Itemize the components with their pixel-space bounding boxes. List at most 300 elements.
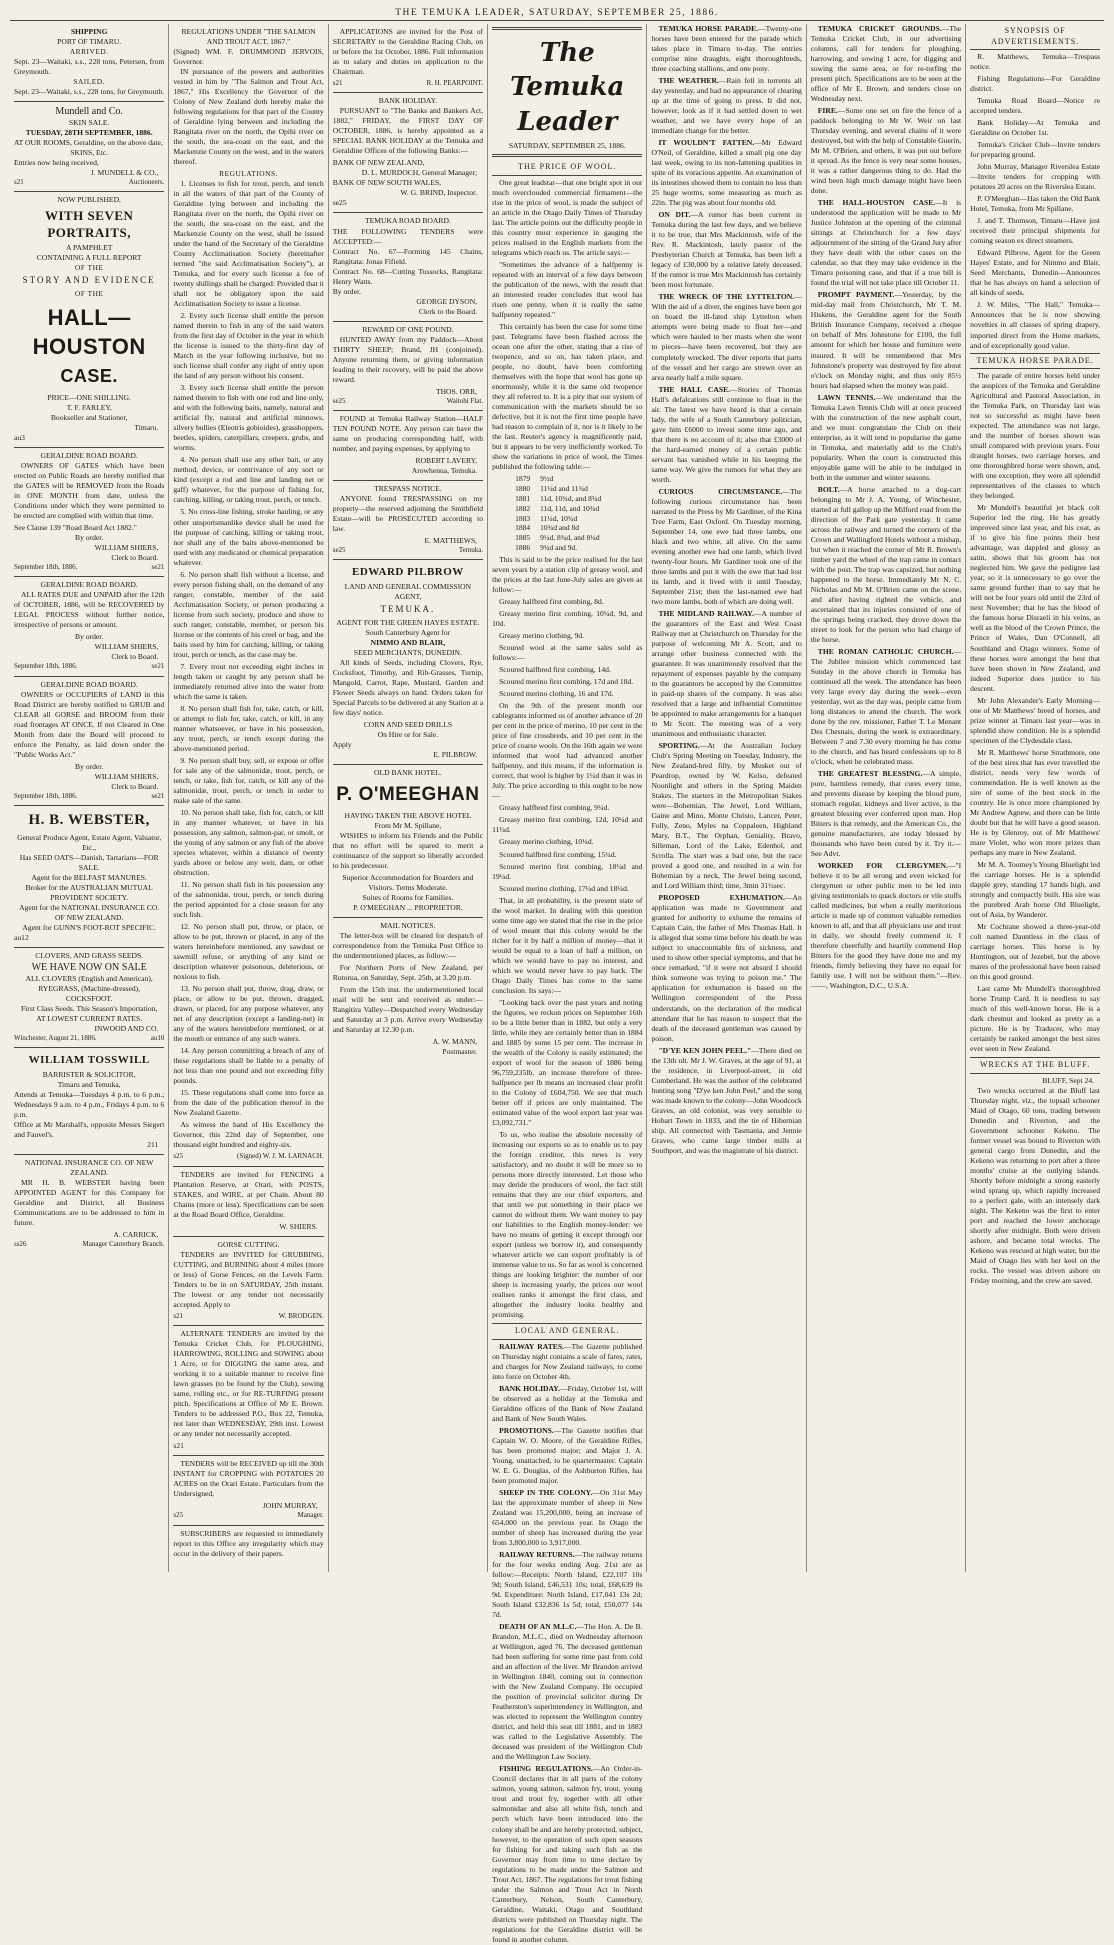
clovers-body1: WE HAVE NOW ON SALE	[31, 961, 147, 973]
salmon-reg: 3. Every such license shall entitle the person named therein to fish with one rod and line only, and with the following baits, namely, natural and artificial fly, natural and artificial minnows, silvery bullies (Eleotris gobioides), grasshoppers, beetles, spiders, caterpillars, creepers, grubs, and worms.	[173, 383, 324, 453]
news-item-title: PROPOSED EXHUMATION.	[658, 893, 785, 903]
salmon-reg: 5. No cross-line fishing, stroke hauling, or any other unsportsmanlike device shall be used for the purpose of catching, killing or taking trout, nor shall any of the baits above-mentioned be used with any medicated or chemical preparation whatever.	[173, 507, 324, 567]
holiday-bank1-sig: D. L. MURDOCH, General Manager;	[361, 168, 478, 178]
news-item-body: —There died on the 13th ult. Mr J. W. Graves, at the age of 91, at the residence, in Liverpool-street, in old Cumberland. He was the author of the celebrated hunting song "D'ye ken John Peel," and the song was made known to the colony—John Woodcock Graves, an old colonist, was very sensible to Hobart Town in 1833, and the tie of Hibernian ship. All connected with Tasmania, and Jennie Graves, who came large timber mills at Southport, and was the magistrate of his district.	[651, 1045, 802, 1155]
news-item-title: TEMUKA HORSE PARADE.	[658, 24, 759, 33]
salmon-heading: REGULATIONS UNDER "THE SALMON AND TROUT ACT, 1867."	[181, 27, 316, 47]
gates-body: OWNERS OF GATES which have been erected on Public Roads are hereby notified that the GATES will be REMOVED from the Roads in ONE MONTH from date, unless the Conditions under which they were permitted to be erected are complied with within that time.	[14, 460, 165, 520]
parade-para: Last came Mr Mundell's thoroughbred horse Trump Card. It is needless to say much of this well-known horse. He is a dark chestnut and looked as pretty as a picture. He is by Traducer, who may certainly be ranked amongst the best sires ever seen in New Zealand.	[970, 984, 1101, 1054]
wool-p20: "Looking back over the past years and noting the figures, we reckon prices on September 16th to be a little better than in 1882, but only a very little, while they are certainly better than in 1884 and 1885 by some 15 per cent. The increase in the wealth of the Colony is easily estimated; the export of wool for the season of 1886 being 96,759,235lb, an increase therefore of three-halfpence per lb means an increased clear profit to the Colony of £604,750. We see that much better off if prices are only maintained. The estimated value of the wool export last year was £3,092,731."	[492, 997, 643, 1127]
webster-agent1: Agent for the BELFAST MANURES.	[31, 872, 147, 882]
news-item	[811, 106, 961, 196]
news-item	[651, 609, 801, 739]
salmon-sub: REGULATIONS.	[219, 169, 278, 179]
gorse-code: se21	[151, 791, 165, 800]
clovers-code: au10	[150, 1034, 165, 1043]
salmon-reg: 9. No person shall buy, sell, or expose or offer for sale any of the salmonidæ, trout, perch, or tench, or take, fish for, catch, or kill any of the salmonidæ, trout, perch, or tench in order to make sale of the same.	[173, 755, 324, 805]
parade-para: The parade of entire horses held under the auspices of the Temuka and Geraldine Agricultural and Pastoral Association, in the Temuka Park, on Thursday last was not so successful as might have been expected. The attendance was not large, and the number of horses shown was small compared with previous years. Four draught horses, two carriage horses, and one thoroughbred horse were shown, and, with one exception, they were all splendid representatives of the classes to which they belonged.	[970, 371, 1101, 501]
pamphlet-code: au3	[14, 432, 25, 442]
news-item-body: —We understand that the Temuka Lawn Tennis Club will at once proceed with the construction of the new asphalt court, and we must congratulate the Club on their enterprise, as it will tend to popularise the game in Temuka, and materially add to the Club's popularity. When the court is constructed this enjoyable game will be able to be indulged in both in the summer and winter seasons.	[810, 392, 962, 482]
parade-para: Mr R. Matthews' horse Strathmore, one of the best sires that has ever travelled the district, needs very few words of commendation. He is well known as the sire of some of the best stock in the country. He is once more championed by Mr Andrew Agnew, and there can be little doubt but that he will have a good season. He is by Glenroy, out of Mr Matthews' mare Violet, who won more prizes than perhaps any mare in New Zealand.	[970, 747, 1101, 857]
pilbrow-name: EDWARD PILBROW	[351, 566, 464, 579]
local-item-body: —The railway returns for the four weeks ending Aug. 21st are as follow:—Receipts: North Island, £22,107 10s 9d; South Island, £46,531 10s; total, £68,639 0s 9d. Expenditure: North Island, £17,041 13s 2d; South Island £32,836 1s 5d; total, £50,077 14s 7d.	[492, 1550, 643, 1620]
webster-name: H. B. WEBSTER,	[28, 811, 150, 828]
wool-p1: One great leadstar—that one bright spot in our much overclouded commercial firmament—the rise in the price of wool, is made the subject of an article in the Otago Daily Times of Thursday last. The article points out the difficulty people in this country must experience in gauging the prices realised in the English markets from the telegrams which reach us. The article says:—	[492, 177, 643, 257]
column-1	[10, 24, 169, 1572]
local-item-body: —On 31st May last the approximate number of sheep in New Zealand was 15,200,000, being an increase of 654,000 on the previous year. In Otago the number of sheep has increased during the year from 3,800,000 to 3,917,000.	[492, 1487, 643, 1548]
news-item-title: TEMUKA CRICKET GROUNDS.	[817, 24, 942, 33]
gorsecut-heading: GORSE CUTTING.	[217, 1239, 280, 1249]
hotel-line1: HAVING TAKEN THE ABOVE HOTEL	[344, 811, 472, 821]
wool-p21: To us, who realise the absolute necessity of increasing our exports so as to enable us to pay the foreign creditor, this news is very satisfactory, and no doubt it will be more so to persons more directly interested. Let those who may deride the producers of wool, the fact still remains that they are our chief exporters, and that until we put something in their place we cannot do without them. We want money to pay our liabilities to the English money-lender: we have no means of getting it except through our export (unless we borrow it), and consequently whatever article we can export profitably is of immense value to us. So far as wool is concerned things are looking brighter: the number of our sheep is increasing yearly, the prices our wool realises ranks it amongst the first class, and altogether the industry looks healthy and promising.	[492, 1129, 643, 1320]
news-item-title: BOLT.	[817, 484, 840, 494]
salmon-reg: 14. Any person committing a breach of any of these regulations shall be liable to a penalty of not less than one pound and not exceeding fifty pounds.	[173, 1046, 324, 1086]
racing-sig: R. H. PEARPOINT.	[426, 79, 484, 88]
mundell-date: TUESDAY, 28TH SEPTEMBER, 1886.	[25, 127, 153, 137]
salmon-reg: 4. No person shall use any other bait, or any method, device, or contrivance of any sort or kind (except a rod and line and landing net or gaff) whatever, for the purpose of fishing for, catching, killing, or taking trout, perch, or tench.	[173, 455, 324, 505]
paper-date: SATURDAY, SEPTEMBER 25, 1886.	[508, 140, 626, 150]
news-item-title: THE HALL CASE.	[658, 384, 731, 394]
fencing-sig: W. SHIERS.	[279, 1221, 318, 1231]
salmon-regulations	[173, 24, 323, 1167]
gates-code: se21	[151, 562, 165, 571]
pamphlet-case: CASE.	[60, 365, 118, 386]
temuka-rb-c1: Contract No. 67—Forming 145 Chains, Rangitata: Jonas Fifield.	[332, 246, 484, 266]
wool-p16: Scoured halfbred first combing, 15¼d.	[499, 849, 617, 859]
gorse-notice	[14, 677, 164, 806]
hotel-body: WISHES to inform his Friends and the Public that no effort will be spared to merit a continuance of the support so liberally accorded to his predecessor.	[332, 831, 484, 871]
potatoes-role: Manager.	[297, 1511, 324, 1520]
news-item-title: THE ROMAN CATHOLIC CHURCH.	[817, 646, 954, 656]
local-item-body: —The Hon. A. De B. Brandon, M.L.C., died on Wednesday afternoon at Wellington, aged 76. The deceased gentleman had been suffering for some time past from cold and an affection of the liver. Mr Brandon arrived in Wellington 1840, coming out in connection with the New Zealand Company. He occupied the position of provincial solicitor during Dr Featherston's superintendency in Wellington, and was elected to represent the Wellington country district, and held this seat till 1881, and in 1883 was called to the Legislative Assembly. The deceased was president of the Wellington Club and the Wellington Law Society.	[492, 1622, 643, 1762]
wool-p3: This certainly has been the case for some time past. Telegrams have been flashed across the ocean one after the other, stating that a rise of twopence, and so on, has taken place, and people, no doubt, have been comforting themselves with the hope that wool has gone up enormously, while it is the same old twopence they all referred to. It is a pity that our system of communication with the markets should be so defective, but it is not the first time people have had reason to complain of it, nor is it likely to be the last. Reuter's agency is magnificently paid, but it appears to be very inefficiently worked. To show the variations in price of wool, the Times published the following table:—	[492, 321, 643, 471]
reward-sig: THOS. ORR,	[435, 386, 478, 396]
wool-p5: Greasy halfbred first combing, 8d.	[499, 597, 604, 607]
local-item-title: DEATH OF AN M.L.C.	[499, 1622, 577, 1632]
pilbrow-drills: CORN AND SEED DRILLS	[363, 719, 453, 729]
table-cell: 1885	[515, 533, 531, 543]
holiday-code: se25	[332, 198, 347, 208]
hotel-heading: OLD BANK HOTEL.	[374, 768, 442, 778]
news-item-body: —Twenty-one horses have been entered for the parade which takes place in Timaru to-day. The entries comprise nine draughts, eight thoroughbreds, three coaching stallions, and one pony.	[651, 24, 802, 74]
news-item-title: IT WOULDN'T FATTEN.	[658, 138, 755, 148]
gorsecut-sig: W. BRODGEN.	[278, 1311, 324, 1320]
title-rule-top	[492, 27, 642, 30]
synopsis-item: Temuka's Cricket Club—Invite tenders for preparing ground.	[970, 140, 1101, 160]
mail-body2: For Northern Ports of New Zealand, per Rotorua, on Saturday, Sept. 25th, at 3.20 p.m.	[332, 963, 484, 983]
mundell-code: s21	[14, 177, 24, 186]
holiday-bank1: BANK OF NEW ZEALAND,	[332, 158, 425, 168]
wool-price-table	[510, 474, 606, 553]
gates-by: By order.	[75, 532, 104, 542]
racing-advert	[333, 24, 483, 93]
news-item	[811, 393, 961, 483]
news-item-body: —With the aid of a diver, the engines have been got on board the ill-fated ship Lyttelton when attempts were being made to float her—and which were hauled to her masts when she went to pieces—have been recovered, but they are completely wrecked. The diver reports that parts of the vessel and her cargo are strewn over an area nearly half a mile square.	[651, 292, 802, 382]
news-item	[651, 893, 801, 1043]
salmon-reg: 12. No person shall put, throw, or place, or allow to be put, thrown or placed, in any of the waters hereinbefore mentioned, any sawdust or sawmill refuse, or anything of any kind or description whatever poisonous, deleterious, or noxious to fish.	[173, 922, 324, 982]
subscribers-notice	[173, 1526, 323, 1565]
webster-line2: Has SEED OATS—Danish, Tartarians—FOR SALE.	[19, 852, 159, 872]
news-item-title: PROMPT PAYMENT.	[817, 290, 895, 300]
table-row	[510, 474, 606, 484]
synopsis-item: J. and T. Thomson, Timaru—Have just received their principal shipments for coming season ex direct steamers.	[970, 216, 1101, 246]
page-masthead: THE TEMUKA LEADER, SATURDAY, SEPTEMBER 25, 1886.	[10, 6, 1104, 21]
news-item-body: —The Temuka Cricket Club, in our advertising columns, call for tenders for ploughing, harrowing, and sowing 1 acre, for digging and sowing the same area, or for re-turfing the present pitch. Specifications are to be seen at the office of Mr E. Brown, and tenders close on Wednesday next.	[810, 24, 962, 104]
ploughing-code: s21	[173, 1441, 184, 1451]
hotel-name: P. O'MEEGHAN	[336, 784, 480, 806]
news-item-title: SPORTING.	[658, 741, 700, 751]
temuka-road-board	[333, 213, 483, 321]
local-item-title: RAILWAY RETURNS.	[499, 1550, 575, 1560]
trespass-notice	[333, 481, 483, 560]
fencing-body: TENDERS are invited for FENCING a Plantation Reserve, at Orari, with POSTS, STAKES, and WIRE, at per Chain. About 80 Chains (more or less). Specifications can be seen at the Road Board Office, Geraldine.	[173, 1169, 324, 1219]
trespass-heading: TRESPASS NOTICE.	[374, 484, 442, 494]
table-cell: 10¾d and 8d	[540, 523, 580, 533]
local-item	[492, 1342, 642, 1382]
table-cell: 9½d	[540, 473, 554, 483]
salmon-intro: IN pursuance of the powers and authorities vested in him by "The Salmon and Trout Act, 1867," His Excellency the Governor of the Colony of New Zealand doth hereby make the following regulations for that part of the County of Geraldine lying between and including the Rangitata river on the north, the Opihi river on the south, the sea-coast on the east, and the Mackenzie County on the west, and in the waters thereof.	[173, 67, 324, 167]
gorsecut-tenders	[173, 1237, 323, 1326]
racing-body: APPLICATIONS are invited for the Post of SECRETARY to the Geraldine Racing Club, on or before the 1st October, 1886. Full information as to salary and duties on application to the Chairman.	[332, 27, 484, 77]
tosswill-body: Attends at Temuka—Tuesdays 4 p.m. to 6 p.m.; Wednesdays 9 a.m. to 4 p.m., Fridays 4 p.m. to 6 p.m.	[14, 1090, 165, 1120]
news-item-title: THE WRECK OF THE LYTTELTON.	[658, 292, 795, 302]
rates-sig: WILLIAM SHIERS,	[94, 642, 159, 652]
pamphlet-advert	[14, 192, 164, 448]
local-item-body: —The Gazette notifies that Captain W. O. Moore, of the Geraldine Rifles, has been promoted major; and Major J. A. Young, unattached, to be quartermaster. Captain W. E. G. Douglas, of the Ashburton Rifles, has been promoted major.	[492, 1425, 643, 1485]
gorse-by: By order.	[75, 761, 104, 771]
mail-role: Postmaster.	[442, 1047, 478, 1057]
salmon-reg: 11. No person shall fish in his possession any of the salmonidæ, trout, perch, or tench during the period appointed for a close season for any such fish.	[173, 880, 324, 920]
table-row	[510, 533, 606, 543]
news-item-body: —A simple, pure, harmless remedy, that cures every time, and prevents disease by keeping the blood pure, stomach regular, kidneys and liver active, is the greatest blessing ever conferred upon man. Hop Bitters is that remedy, and the American Co., the genuine manufacturers, are today blessed by thousands who have been cured by it. Try it.—See Advt.	[810, 769, 962, 859]
local-item	[492, 1384, 642, 1424]
column-2	[169, 24, 328, 1572]
table-row	[510, 523, 606, 533]
potatoes-sig: JOHN MURRAY,	[262, 1501, 318, 1511]
column-3	[329, 24, 488, 1572]
mundell-sig: J. MUNDELL & CO.,	[90, 167, 159, 177]
webster-line1: General Produce Agent, Estate Agent, Valuator, Etc.,	[17, 832, 162, 852]
gorse-sig: WILLIAM SHIERS,	[94, 771, 159, 781]
insurance-body: MR H. B. WEBSTER having been APPOINTED AGENT for this Company for Geraldine and District, all Business Communications are to be addressed to him in future.	[14, 1178, 165, 1228]
pamphlet-containing: CONTAINING A FULL REPORT	[36, 253, 142, 263]
news-item-body: —An application was made to Government and granted for authority to exhume the remains of Captain Cain, the father of Mrs Thomas Hall. It is alleged that some time before his death he was subject to unaccountable fits of sickness, and used to show other special symptoms, and that he once remarked, "if it were not absurd I should think someone was trying to poison me." The application for exhumation is based on the Wellington correspondent of the Press understands, on the declaration of the medical attendant that he has reason to suspect that the death of the deceased gentleman was caused by poison.	[651, 893, 802, 1043]
mundell-body: AT OUR ROOMS, Geraldine, on the above date,	[14, 137, 163, 147]
table-cell: 9¼d, 8¾d, and 8¼d	[540, 533, 600, 543]
table-cell: 1881	[515, 493, 531, 503]
rates-by: By order.	[75, 632, 104, 642]
pilbrow-body: All kinds of Seeds, including Clovers, Rye, Cocksfoot, Timothy, and Rib-Grasses, Turnip, Mangold, Carrot, Rape, Mustard, Garden and Flower Seeds always on hand. Orders taken for Special Parcels to be delivered at any Station at a few days' notice.	[332, 657, 484, 717]
gorse-body: OWNERS or OCCUPIERS of LAND in this Road District are hereby notified to GRUB and CLEAR all GORSE and BROOM from their road frontages AT ONCE. If not Cleared in One Month from date the Board will proceed to enforce the Penalty, as laid down under the "Public Works Act."	[14, 689, 165, 759]
news-item	[811, 769, 961, 859]
local-item-body: —An Order-in-Council declares that in all parts of the colony salmon, young salmon, salmon fry, trout, young trout and trout fry, together with all other salmonidae and also all white fish, tench and perch which have been introduced into the colony shall be and are hereby protected, subject, however, to the operation of such open seasons for fishing for and taking such fish as the Governor may from time to time declare by regulations to be made under the Salmon and Trout Act, 1867. The regulations for trout fishing under the Salmon and Trout Act in North Canterbury, Nelson, South Canterbury, Geraldine, Waitaki, Otago and Southland districts were published on Thursday night. The regulations for the Geraldine district will be found in another column.	[492, 1764, 643, 1944]
news-item-title: THE MIDLAND RAILWAY.	[658, 608, 754, 618]
salmon-reg: 1. Licenses to fish for trout, perch, and tench in all the waters of that part of the County of Geraldine lying between and including the Rangitata river on the north, the Opihi river on the south, the sea-coast on the east, and the Mackenzie County on the west, shall be issued under the hand of the Secretary of the Geraldine County Acclimatisation Society (hereinafter termed "the said Acclimatisation Society"), at Temuka, and for every such license a fee of twenty shillings shall be charged: Provided that it shall not be obligatory upon the said Acclimatisation Society to issue a license.	[173, 178, 324, 309]
tosswill-name: WILLIAM TOSSWILL	[28, 1054, 150, 1067]
salmon-reg: 2. Every such license shall entitle the person named therein to fish in any of the said waters from the first day of October in the year in which the license is issued to the thirty-first day of March in the year following inclusive, but no such license shall confer any right of entry upon the land of any person without his consent.	[173, 311, 324, 381]
news-item-body: —Stories of Thomas Hall's defalcations still continue to float in the air. The latest we have heard is that a certain lady, the wife of a South Canterbury politician, gave him £6000 to invest some time ago, and that there is no account of it; also that £3000 of the hard-earned money of a certain public servant has vanished while in his keeping the same way. We give the rumors for what they are worth.	[651, 384, 802, 484]
potatoes-code: s25	[173, 1511, 184, 1520]
reward-heading: REWARD OF ONE POUND.	[362, 324, 454, 334]
wool-p7: Greasy merino clothing, 9d.	[499, 631, 585, 641]
gates-sig: WILLIAM SHIERS,	[94, 542, 159, 552]
temuka-rb-c2: Contract No. 68—Cutting Tussocks, Rangitata: Henry Watts.	[332, 266, 484, 286]
column-6	[807, 24, 966, 1572]
wrecks-body: Two wrecks occurred at the Bluff last Thursday night, viz., the topsail schooner Maid of Otago, 60 tons, trading between Dunedin and Riverton, and the Government schooner Kekeno. The former vessel was bound to Riverton with general cargo from Dunedin, and the Kekeno was returning to port after a three months' cruise at the outlying islands. Shortly before midnight a strong easterly wind sprang up, which rapidly increased to a perfect gale, with an intensely dark night. The Kekeno was the first to enter port and reached the lower anchorage shortly after midnight. Both were driven ashore, and became total wrecks. The Kekeno was rescued at high water, but the Maid of Otago lies with her keel on the rocks. The vessel was driven ashore on Friday morning, and the crew are saved.	[970, 1085, 1101, 1285]
clovers-advert	[14, 948, 164, 1049]
found-notice	[333, 411, 483, 481]
insurance-heading: NATIONAL INSURANCE CO. OF NEW ZEALAND.	[24, 1158, 154, 1178]
potatoes-body: TENDERS will be RECEIVED up till the 30th INSTANT for CROPPING with POTATOES 20 ACRES on the Orari Estate. Particulars from the Undersigned,	[173, 1459, 324, 1499]
tosswill-place: Timaru and Temuka,	[57, 1079, 121, 1089]
trespass-body: ANYONE found TRESPASSING on my property—the reserved adjoining the Smithfield Estate—will be PROSECUTED according to law.	[332, 494, 484, 534]
news-item-body: —It is understood the application will be made to Mr Justice Johnston at the opening of the criminal sittings at Christchurch for a few days' adjournment of the sitting of the Grand Jury after they have dealt with the other cases on the calendar, so that they may take evidence in the Timaru poisoning case, and that if a true bill is found the trial will not take place till October 11.	[810, 198, 962, 288]
local-item	[492, 1488, 642, 1548]
salmon-reg: 13. No person shall put, throw, drag, draw, or place, or allow to be put, thrown, dragged, drawn, or placed, for any purpose whatever, any net of any description (except a landing-net) in any of the waters hereinbefore mentioned, or at the mouth or entrance of any such waters.	[173, 984, 324, 1044]
news-item	[811, 485, 961, 645]
gates-see: See Clause 139 "Road Board Act 1882."	[14, 522, 137, 532]
table-cell: 1880	[515, 483, 531, 493]
local-item	[492, 1764, 642, 1944]
news-item	[651, 24, 801, 74]
salmon-witness: As witness the hand of His Excellency the Governor, this 22nd day of September, one thousand eight hundred and eighty-six.	[173, 1120, 324, 1150]
insurance-role: Manager Canterbury Branch.	[82, 1240, 165, 1249]
wool-p8: Scoured wool at the same sales sold as follows:—	[492, 643, 643, 663]
local-item-title: SHEEP IN THE COLONY.	[499, 1487, 593, 1497]
news-item-body: —Mr Edward O'Neil, of Geraldine, killed a small pig one day last week, owing to its non-fattening qualities in spite of its voracious appetite. An examination of its intestines showed them to contain no less than 25 huge worms, some measuring as much as 22in. The pig was about four months old.	[651, 138, 802, 208]
local-item-body: —Friday, October 1st, will be observed as a holiday at the Temuka and Geraldine offices of the Bank of New Zealand and Bank of New South Wales.	[492, 1383, 643, 1423]
pamphlet-seller-role: Bookseller and Stationer,	[50, 412, 128, 422]
wool-p17: Scoured merino first combing, 18¼d and 19¼d.	[492, 861, 643, 881]
news-item	[811, 198, 961, 288]
local-heading: LOCAL AND GENERAL.	[492, 1323, 642, 1340]
salmon-reg: 10. No person shall take, fish for, catch, or kill in any manner whatever, or have in his possession, any salmon, salmon-par, or smolt, or the young of any salmon or any fish of the above species whatever, within a distance of twenty yards above or below any weir, dam, or other obstruction.	[173, 807, 324, 878]
salmon-reg: 6. No person shall fish without a license, and every person fishing shall, on the demand of any ranger, constable, member of the said Acclimatisation Society, or person producing a license from such society, produce and show to such ranger, constable, member, or person his license or the contents of his creel or bag, and the baits used by him for catching, killing, or taking trout, perch or tench, as the case may be.	[173, 569, 324, 659]
wool-p2: "Sometimes the advance of a halfpenny is repeated with an interval of a few days between the publication of the news, with the result that an interested reader concludes that wool has risen one penny, when it is really the same halfpenny repeated."	[492, 259, 643, 319]
news-item-body: —Yesterday, by the mid-day mail from Christchurch, Mr T. M. Hiskens, the Geraldine agent for the South British Insurance Company, received a cheque on behalf of Mrs Johnstone for £100, the full amount for which her house and furniture were insured. It will be remembered that Mrs Johnstone's property was destroyed by fire about o'clock on Monday night, and thus only 85½ hours had elapsed when the money was paid.	[810, 290, 962, 390]
news-item	[811, 647, 961, 767]
hotel-line2: From Mr M. Spillane,	[374, 821, 442, 831]
temuka-rb-body: THE FOLLOWING TENDERS were ACCEPTED:—	[332, 226, 484, 246]
wool-p14: Greasy merino first combing, 12d, 10¼d and 11¼d.	[492, 815, 643, 835]
pilbrow-advert	[333, 560, 483, 765]
found-sig: ROBERT LAVERY,	[415, 456, 478, 466]
wool-p15: Greasy merino clothing, 10¼d.	[499, 837, 594, 847]
local-item-title: BANK HOLIDAY.	[499, 1383, 560, 1393]
insurance-notice	[14, 1155, 164, 1253]
pilbrow-drills2: On Hire or for Sale.	[377, 730, 439, 739]
news-item-body: —Rain fell in torrents all day yesterday, and had no appearance of clearing up at the time of going to press. It did not, however, look as if it had settled down to wet weather, and we have every hope of an immediate change for the better.	[651, 76, 802, 136]
holiday-body: PURSUANT to "The Banks and Bankers Act, 1882," FRIDAY, the FIRST DAY OF OCTOBER, 1886, is hereby appointed as a SPECIAL BANK HOLIDAY at the Temuka and Geraldine Offices of the following Banks:—	[332, 106, 484, 156]
gorsecut-body: TENDERS are INVITED for GRUBBING, CUTTING, and BURNING about 4 miles (more or less) of Gorse Fences, on the Levels Farm. Tenders to be in on SATURDAY, 25th instant. The lowest or any tender not necessarily accepted. Apply to	[173, 1249, 324, 1309]
news-item	[651, 741, 801, 891]
tosswill-office: Office at Mr Marshall's, opposite Messrs Siegert and Fauvel's.	[14, 1120, 165, 1140]
synopsis-item: P. O'Meeghan—Has taken the Old Bank Hotel, Temuka, from Mr Spillane.	[970, 194, 1101, 214]
news-item	[651, 292, 801, 382]
news-item-body: —Some one set on fire the fence of a paddock belonging to Mr W. Weir on last Thursday evening, and several chains of it were destroyed, but with the help of Constable Guerin, Mr M. O'Brien, and others, it was put out before it spread. As the fence is very near some houses, it was a rather dangerous thing to do. Had the wind been high much damage might have been done.	[810, 106, 962, 196]
synopsis-heading: SYNOPSIS OF ADVERTISEMENTS.	[970, 24, 1100, 50]
shipping-heading: SHIPPING	[70, 27, 108, 36]
mail-sig: A. W. MANN,	[432, 1037, 478, 1047]
webster-code: au12	[14, 932, 29, 942]
news-item-title: WORKED FOR CLERGYMEN.	[817, 861, 948, 871]
local-item-title: RAILWAY RATES.	[499, 1341, 564, 1351]
pamphlet-case-title: HALL—HOUSTON	[32, 304, 146, 359]
salmon-signed: (Signed) WM. F. DRUMMOND JERVOIS, Governor.	[173, 47, 324, 67]
news-item-title: LAWN TENNIS.	[817, 392, 876, 402]
mundell-name: Mundell and Co.	[55, 105, 123, 117]
hotel-line4: Suites of Rooms for Families.	[362, 893, 454, 903]
clovers-heading: CLOVERS, AND GRASS SEEDS.	[35, 950, 144, 960]
synopsis-item: John Murray, Manager Riverslea Estate—Invite tenders for cropping with potatoes 20 acres on the Riverslea Estate.	[970, 162, 1101, 192]
news-item-title: FIRE.	[817, 106, 838, 116]
wool-p4: This is said to be the price realised for the last seven years by a station clip of greasy wool, and the prices at the last June-July sales are given as follow:—	[492, 555, 643, 595]
fencing-tenders	[173, 1167, 323, 1237]
local-item	[492, 1550, 642, 1620]
salmon-reg: 15. These regulations shall come into force as from the date of the publication thereof in the New Zealand Gazette.	[173, 1088, 324, 1118]
rates-role: Clerk to Board.	[111, 652, 159, 662]
salmon-reg: 7. Every trout not exceeding eight inches in length taken or caught by any person shall be immediately returned alive into the water from which the same is taken.	[173, 661, 324, 701]
table-row	[510, 484, 606, 494]
gorse-heading: GERALDINE ROAD BOARD.	[40, 679, 138, 689]
potatoes-tenders	[173, 1456, 323, 1525]
news-item-title: "D'YE KEN JOHN PEEL."	[658, 1045, 752, 1055]
rates-code: se21	[151, 662, 165, 671]
clovers-body2: ALL CLOVERS (English and American),	[25, 974, 153, 984]
shipping-port: PORT OF TIMARU.	[57, 37, 122, 47]
parade-para: Mr John Alexander's Early Morning—one of Mr Matthews' breed of horses, and prize winner at Timaru last year—was in splendid show condition. He is a splendid specimen of the Clydesdale class.	[970, 695, 1101, 745]
table-cell: 9¾d and 9d.	[540, 543, 578, 553]
pamphlet-now: NOW PUBLISHED,	[57, 195, 121, 205]
webster-advert	[14, 806, 164, 948]
wool-p11: Scoured merino clothing, 16 and 17d.	[499, 689, 614, 699]
wool-heading: THE PRICE OF WOOL.	[492, 160, 642, 176]
news-item-body: —A number of the guarantors of the East and West Coast Railway met at Christchurch on Thursday for the purpose of welcoming Mr A. Scott, and to arrange other business connected with the guarantee. It was unanimously resolved that the repayment of expenses payable by the company to the guarantors be accepted by the Committee in paid-up shares of the company. It was also resolved that a large and influential Committee be appointed to make arrangements for a banquet to Mr Scott. The meeting was of a very unanimous and enthusiastic character.	[651, 608, 802, 739]
wool-p19: That, in all probability, is the present state of the wool market. In dealing with this question some time ago we stated that the rise in the price of wool meant that this colony would be the richer for it by half a million of money—that it would be equal to a loan of half a million, on which we would have to pay no interest, and which we would never have to pay back. The Otago Daily Times has come to the same conclusion. Its says:—	[492, 895, 643, 995]
news-item	[811, 290, 961, 390]
wrecks-heading: WRECKS AT THE BLUFF.	[970, 1057, 1100, 1074]
news-item	[811, 861, 961, 991]
pilbrow-line3: South Canterbury Agent for	[365, 627, 451, 637]
table-cell: 1883	[515, 513, 531, 523]
synopsis-item: Fishing Regulations—For Geraldine district.	[970, 74, 1101, 94]
paper-title: The Temuka Leader	[510, 38, 625, 137]
shipping-arrived-label: ARRIVED.	[69, 47, 109, 57]
clovers-body4: COCKSFOOT.	[65, 994, 113, 1004]
news-item	[651, 138, 801, 208]
gorse-role: Clerk to Board.	[111, 781, 159, 791]
table-cell: 1884	[515, 523, 531, 533]
mail-notices	[333, 918, 483, 1061]
hotel-sig: P. O'MEEGHAN ... PROPRIETOR.	[353, 903, 463, 913]
mail-body3: From the 15th inst. the undermentioned local mail will be sent and received as under:—Rangitira Valley—Despatched every Wednesday and Saturday at 3 p.m. Arrive every Wednesday and Saturday at 12.30 p.m.	[332, 985, 484, 1035]
insurance-sig: A. CARRICK,	[113, 1230, 159, 1240]
trespass-code: se25	[332, 546, 346, 555]
mundell-note: Entries now being received,	[14, 157, 99, 167]
news-item-body: —A horse attached to a dog-cart belonging to Mr J. A. Young, of Winchester, started at full gallop up the Milford road from the direction of the Park gate yesterday. It came across the railway and turned the corners of the Crown and Wallingford Hotels without a mishap, but when it reached the corner of Mr R. Brown's timber yard the wheel of the trap came in contact with the post. The trap was capsized, but nothing happened to the horse. Immediately Mr N. C. Nicholas and Mr M. O'Brien came on the scene, and after having righted the vehicle, and ascertained that its injuries consisted of one of the springs being cracked, they drove down the street to look for the person who had charge of the horse.	[810, 484, 962, 644]
shipping-arrived: Sept. 23—Waitaki, s.s., 228 tons, Petersen, from Greymouth.	[14, 56, 165, 76]
pamphlet-story: STORY AND EVIDENCE	[22, 275, 156, 286]
hotel-advert	[333, 765, 483, 918]
salmon-signed2: (Signed) W. J. M. LARNACH.	[236, 1152, 324, 1161]
news-item	[651, 210, 801, 290]
pilbrow-sig: E. PILBROW.	[433, 750, 478, 760]
table-cell: 1879	[515, 473, 531, 483]
table-cell: 11d, 11d, and 10¾d	[540, 503, 600, 513]
webster-agent3: Agent for the NATIONAL INSURANCE CO. OF NEW ZEALAND.	[19, 902, 160, 922]
temuka-rb-role: Clerk to the Board.	[418, 306, 478, 316]
reward-place: Waitohi Flat.	[446, 396, 484, 405]
shipping-notice	[14, 24, 164, 102]
webster-agent4: Agent for GUNN'S FOOT-ROT SPECIFIC.	[22, 922, 156, 932]
parade-heading: TEMUKA HORSE PARADE.	[970, 353, 1100, 370]
pilbrow-line2: AGENT FOR THE GREEN HAYES ESTATE.	[336, 617, 480, 627]
tosswill-advert	[14, 1048, 164, 1155]
mundell-title: SKIN SALE.	[68, 117, 110, 127]
pamphlet-of-the-2: OF THE	[74, 289, 104, 299]
pamphlet-a: A PAMPHLET	[66, 243, 113, 253]
reward-code: se25	[332, 396, 346, 405]
wool-p9: Scoured halfbred first combing, 14d.	[499, 665, 611, 675]
news-item-title: THE HALL-HOUSTON CASE.	[817, 198, 936, 208]
hotel-line3: Superior Accommodation for Boarders and Visitors. Terms Moderate.	[342, 873, 474, 893]
trespass-place: Temuka.	[458, 546, 484, 555]
mail-body1: The letter-box will be cleared for despatch of correspondence from the Temuka Post Office to the undermentioned places, as follow:—	[332, 931, 484, 961]
wool-p6: Greasy merino first combing, 10¼d, 9d, and 10d.	[492, 609, 643, 629]
table-cell: 11¼d and 11¾d	[540, 483, 588, 493]
rates-heading: GERALDINE ROAD BOARD.	[40, 580, 138, 590]
gates-role: Clerk to Board.	[111, 552, 159, 562]
news-item-title: THE WEATHER.	[658, 76, 719, 86]
wool-p18: Scoured merino clothing, 17¼d and 18¼d.	[499, 883, 629, 893]
tosswill-code: 211	[147, 1140, 159, 1150]
news-item-title: ON DIT.	[658, 210, 691, 220]
rates-date: September 18th, 1886.	[14, 662, 78, 671]
clovers-sig: INWOOD AND CO.	[94, 1024, 159, 1034]
rates-body: ALL RATES DUE and UNPAID after the 12th of OCTOBER, 1886, will be RECOVERED by LEGAL PROCESS without further notice, irrespective of persons or amount.	[14, 590, 165, 630]
news-item	[811, 24, 961, 104]
wool-p10: Scoured merino first combing, 17d and 18d.	[499, 677, 634, 687]
news-item	[651, 487, 801, 607]
table-row	[510, 504, 606, 514]
temuka-rb-by: By order.	[332, 286, 361, 296]
table-cell: 1886	[515, 543, 531, 553]
found-role: Arowhenua, Temuka.	[411, 466, 478, 476]
pilbrow-firm2: SEED MERCHANTS, DUNEDIN.	[353, 647, 462, 657]
title-rule-bottom	[492, 154, 642, 157]
pamphlet-town: Timaru.	[134, 422, 159, 432]
column-5	[647, 24, 806, 1572]
synopsis-item: Edward Pilbrow, Agent for the Green Hayes' Estate, and for Nimmo and Blair, Seed Merchants, Dunedin—Announces that he has always on hand a selection of all kinds of seeds.	[970, 248, 1101, 298]
pamphlet-of-the: OF THE	[74, 263, 104, 273]
holiday-bank2: BANK OF NEW SOUTH WALES,	[332, 178, 442, 188]
gorsecut-code: s21	[173, 1311, 184, 1320]
mundell-advert	[14, 102, 164, 193]
pamphlet-portraits: WITH SEVEN PORTRAITS,	[44, 208, 134, 241]
temuka-rb-heading: TEMUKA ROAD BOARD.	[364, 216, 451, 226]
news-item	[651, 385, 801, 485]
clovers-body6: AT LOWEST CURRENT RATES.	[36, 1014, 143, 1024]
tosswill-role: BARRISTER & SOLICITOR,	[42, 1069, 136, 1079]
column-4	[488, 24, 647, 1944]
parade-para: Mr Mundell's beautiful jet black colt Superior led the ring. He has greatly improved since last year, and his coat, as if to give his fine points their best advantage, was dappled and glossy as satin, shows that his groom has not neglected him. We gave the pedigree last year, so it is unnecessary to go over the same ground further than to say that he will not be four years old until the 23rd of next November; that he has the blood of the famous horse Disraeli in his veins, as well as the blood of the Crown Prince, the Prince of Wales, Dan O'Connell, all Southland and Otago winners. Some of these horses were amongst the best that have been shown in New Zealand, and indeed Superior does justice to his descent.	[970, 503, 1101, 693]
table-cell: 11d, 10¾d, and 8¾d	[540, 493, 602, 503]
news-item-body: —The Jubilee mission which commenced last Sunday in the above church in Temuka has continued all the week. The attendance has been very large every day during the week—even yesterday, wet as the day was, people came from long distances to attend the church. The work done by the rev. missioner, Father T. Le Menant Des Chesnais, during the week is extraordinary. Between 7 and 7.30 every morning he has come to the church, and has heard confessions up to 8 o'clock, when he celebrated mass.	[810, 646, 962, 767]
ploughing-body: ALTERNATE TENDERS are invited by the Temuka Cricket Club, for PLOUGHING, HARROWING, ROLLING and SOWING about 1 Acre, or for DIGGING the same area, and working it to a suitable manner to receive fine lawn grasses (to be found by the Club), sowing same, rolling etc., or for RE-TURFING present pitch. Specifications at Office of Mr E. Brown. Tenders to be addressed P.O., Box 22, Temuka, not later than WEDNESDAY, 29th inst. Lowest or any tender not necessarily accepted.	[173, 1329, 324, 1439]
gates-date: September 18th, 1886.	[14, 562, 78, 571]
gates-heading: GERALDINE ROAD BOARD.	[40, 450, 138, 460]
holiday-notice	[333, 93, 483, 213]
